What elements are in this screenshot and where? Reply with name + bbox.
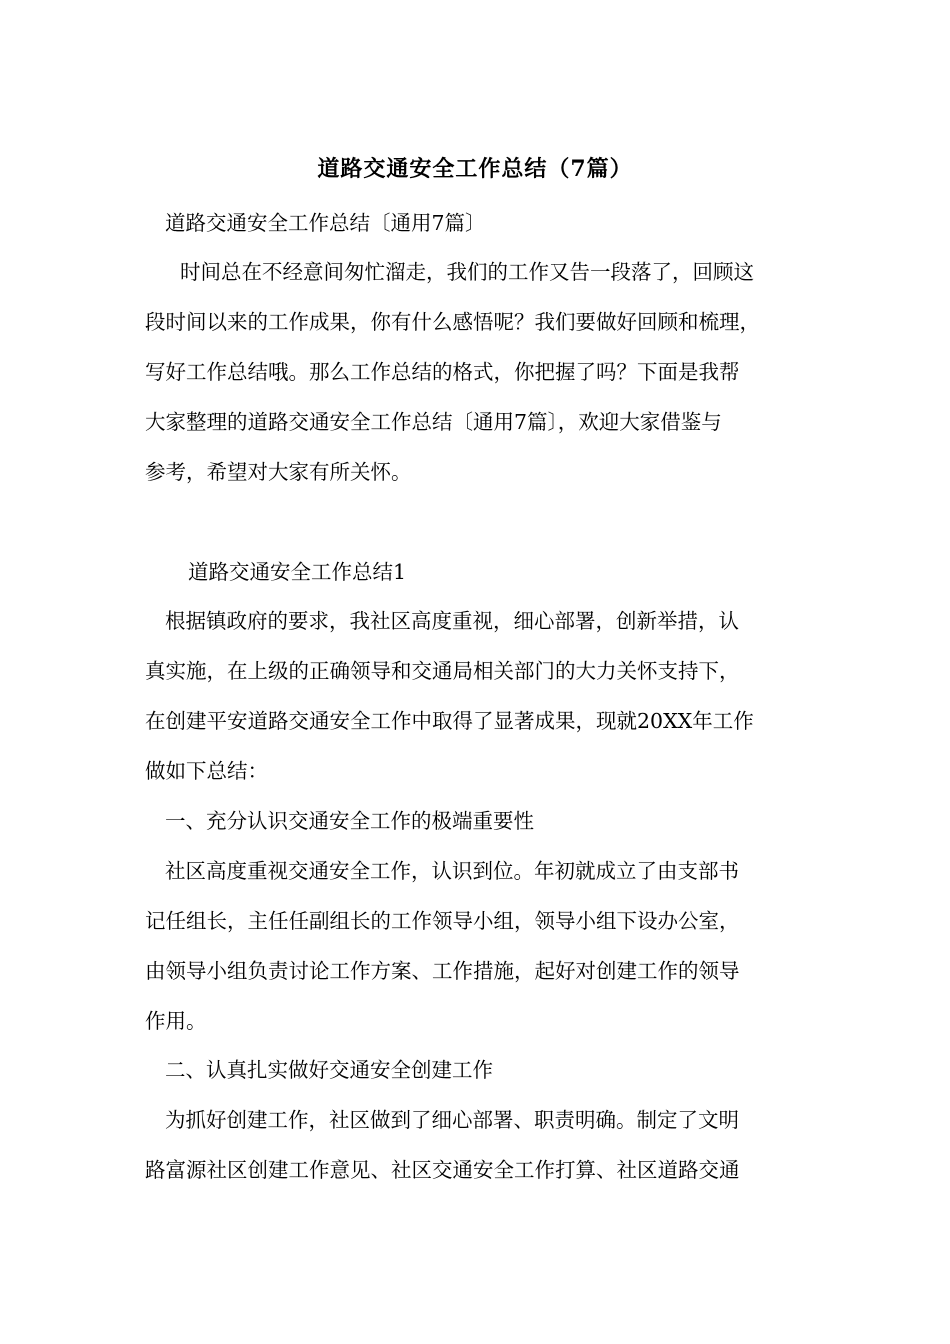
paragraph-line: 作用。 <box>145 1009 207 1033</box>
intro-line: 大家整理的道路交通安全工作总结〔通用7篇〕，欢迎大家借鉴与 <box>145 410 722 434</box>
document-subtitle: 道路交通安全工作总结〔通用7篇〕 <box>165 211 486 235</box>
document-title: 道路交通安全工作总结（7篇） <box>317 156 633 182</box>
section-heading: 道路交通安全工作总结1 <box>188 560 407 584</box>
paragraph-line: 做如下总结： <box>145 759 268 783</box>
subheading-two: 二、认真扎实做好交通安全创建工作 <box>165 1058 493 1082</box>
intro-line: 时间总在不经意间匆忙溜走，我们的工作又告一段落了，回顾这 <box>180 260 754 284</box>
intro-line: 段时间以来的工作成果，你有什么感悟呢？我们要做好回顾和梳理， <box>145 310 760 334</box>
paragraph-line: 由领导小组负责讨论工作方案、工作措施，起好对创建工作的领导 <box>145 959 740 983</box>
paragraph-line: 社区高度重视交通安全工作，认识到位。年初就成立了由支部书 <box>165 859 739 883</box>
intro-line: 写好工作总结哦。那么工作总结的格式，你把握了吗？下面是我帮 <box>145 360 740 384</box>
paragraph-line: 根据镇政府的要求，我社区高度重视，细心部署，创新举措，认 <box>165 609 739 633</box>
paragraph-line: 为抓好创建工作，社区做到了细心部署、职责明确。制定了文明 <box>165 1108 739 1132</box>
paragraph-line: 真实施，在上级的正确领导和交通局相关部门的大力关怀支持下， <box>145 659 740 683</box>
intro-line: 参考，希望对大家有所关怀。 <box>145 460 412 484</box>
paragraph-line: 路富源社区创建工作意见、社区交通安全工作打算、社区道路交通 <box>145 1158 740 1182</box>
paragraph-line: 记任组长，主任任副组长的工作领导小组，领导小组下设办公室， <box>145 909 740 933</box>
paragraph-line: 在创建平安道路交通安全工作中取得了显著成果，现就20XX年工作 <box>145 709 754 733</box>
subheading-one: 一、充分认识交通安全工作的极端重要性 <box>165 809 534 833</box>
